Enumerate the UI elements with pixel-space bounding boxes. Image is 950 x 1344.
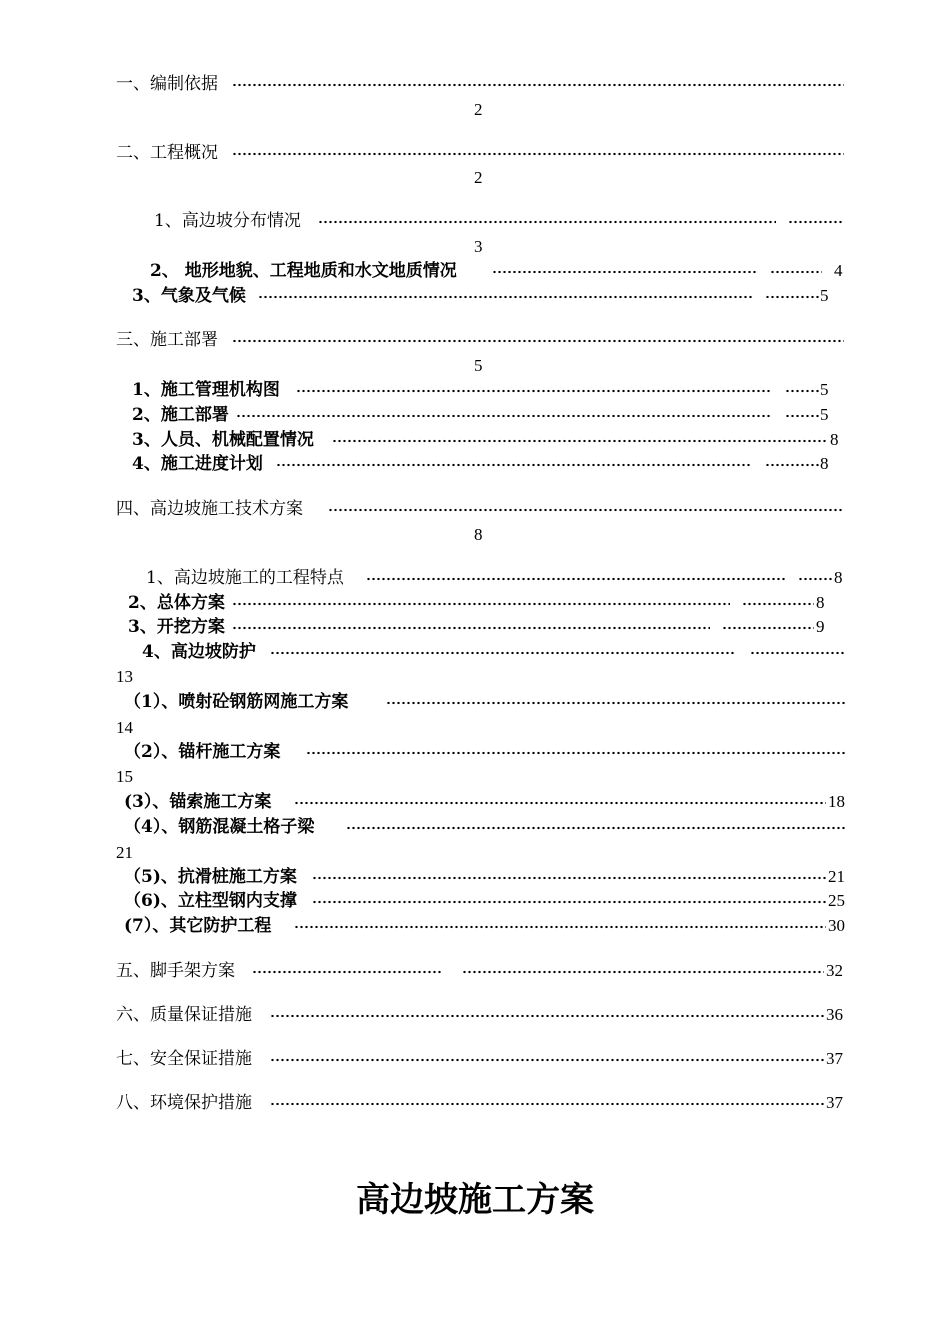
toc-page-number: 2 [474,100,483,119]
toc-entry-label: 六、质量保证措施 [116,1005,252,1025]
toc-page-number: 5 [820,405,829,424]
toc-page-number: 8 [816,593,825,612]
toc-entry-label: 二、工程概况 [116,143,218,163]
toc-page-number: 36 [826,1005,843,1024]
toc-page-number: 32 [826,961,843,980]
toc-page-number: 8 [830,430,839,449]
toc-entry-label: (3）、锚索施工方案 [124,792,272,812]
toc-page-number: 8 [834,568,843,587]
toc-leader-dots [788,219,844,225]
document-title: 高边坡施工方案 [356,1180,594,1220]
toc-leader-dots [232,151,844,157]
toc-leader-dots [332,438,828,444]
toc-leader-dots [785,413,819,419]
toc-entry-label: 四、高边坡施工技术方案 [116,499,303,519]
toc-leader-dots [294,924,826,930]
toc-leader-dots [232,82,844,88]
toc-page-number: 2 [474,168,483,187]
toc-page-number: 8 [820,454,829,473]
toc-entry-label: 2、总体方案 [128,593,225,613]
toc-entry-label: （4）、钢筋混凝土格子梁 [124,817,315,837]
toc-leader-dots [346,825,846,831]
toc-leader-dots [798,576,832,582]
toc-page-number: 21 [116,843,133,862]
toc-page-number: 8 [474,525,483,544]
toc-entry-label: 1、高边坡施工的工程特点 [146,568,344,588]
toc-leader-dots [270,1057,824,1063]
toc-leader-dots [258,294,752,300]
toc-entry-label: 七、安全保证措施 [116,1049,252,1069]
toc-leader-dots [252,969,442,975]
toc-page-number: 5 [820,286,829,305]
toc-entry-label: 1、施工管理机构图 [132,380,280,400]
toc-entry-label: 五、脚手架方案 [116,961,235,981]
toc-page-number: 37 [826,1093,843,1112]
toc-leader-dots [462,969,824,975]
toc-entry-label: 1、高边坡分布情况 [154,211,301,231]
toc-leader-dots [232,625,710,631]
toc-leader-dots [492,269,758,275]
toc-entry-label: 三、施工部署 [116,330,218,350]
toc-leader-dots [742,601,814,607]
toc-leader-dots [312,875,826,881]
toc-leader-dots [270,1101,824,1107]
toc-leader-dots [386,700,846,706]
toc-leader-dots [296,388,772,394]
toc-entry-label: 八、环境保护措施 [116,1093,252,1113]
toc-leader-dots [765,294,819,300]
toc-leader-dots [765,462,819,468]
toc-leader-dots [232,338,844,344]
toc-leader-dots [294,800,826,806]
toc-entry-label: （1）、喷射砼钢筋网施工方案 [124,692,349,712]
toc-entry-label: 2、 地形地貌、工程地质和水文地质情况 [150,261,457,281]
toc-leader-dots [276,462,752,468]
toc-leader-dots [270,650,736,656]
toc-page-number: 37 [826,1049,843,1068]
toc-page-number: 13 [116,667,133,686]
toc-entry-label: 4、高边坡防护 [142,642,256,662]
toc-page-number: 25 [828,891,845,910]
toc-page-number: 30 [828,916,845,935]
toc-entry-label: 4、施工进度计划 [132,454,263,474]
toc-leader-dots [270,1013,824,1019]
toc-leader-dots [312,899,826,905]
toc-entry-label: 3、人员、机械配置情况 [132,430,314,450]
toc-page-number: 5 [820,380,829,399]
toc-page-number: 18 [828,792,845,811]
toc-page-number: 14 [116,718,133,737]
toc-page-number: 3 [474,237,483,256]
toc-entry-label: （2）、锚杆施工方案 [124,742,281,762]
toc-entry-label: 2、施工部署 [132,405,229,425]
toc-leader-dots [232,601,730,607]
toc-page-number: 15 [116,767,133,786]
toc-leader-dots [328,507,844,513]
toc-entry-label: 3、开挖方案 [128,617,225,637]
toc-entry-label: 3、气象及气候 [132,286,246,306]
toc-page-number: 21 [828,867,845,886]
toc-entry-label: (7）、其它防护工程 [124,916,272,936]
toc-leader-dots [366,576,786,582]
toc-entry-label: 一、编制依据 [116,74,218,94]
toc-entry-label: （5)、抗滑桩施工方案 [124,867,297,887]
toc-page-number: 5 [474,356,483,375]
toc-leader-dots [236,413,772,419]
toc-leader-dots [722,625,814,631]
toc-page-number: 9 [816,617,825,636]
toc-entry-label: （6)、立柱型钢内支撑 [124,891,297,911]
toc-leader-dots [785,388,819,394]
toc-leader-dots [750,650,846,656]
toc-leader-dots [306,750,846,756]
toc-leader-dots [770,269,822,275]
toc-leader-dots [318,219,776,225]
toc-page-number: 4 [834,261,843,280]
